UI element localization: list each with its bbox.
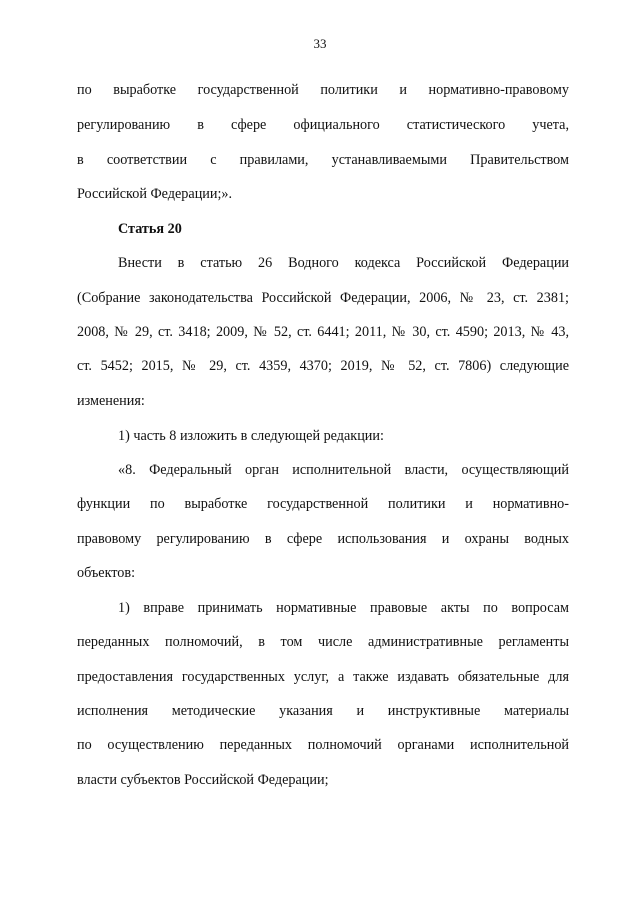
body-line: регулированию в сфере официального статистического учета, [77,117,569,133]
body-line: функции по выработке государственной политики и нормативно- [77,496,569,512]
body-line: 1) вправе принимать нормативные правовые акты по вопросам [118,600,569,616]
body-line: по выработке государственной политики и нормативно-правовому [77,82,569,98]
body-line: Внести в статью 26 Водного кодекса Российской Федерации [118,255,569,271]
body-line: (Собрание законодательства Российской Федерации, 2006, № 23, ст. 2381; [77,290,569,306]
body-line: ст. 5452; 2015, № 29, ст. 4359, 4370; 2019, № 52, ст. 7806) следующие [77,358,569,374]
body-line: переданных полномочий, в том числе административные регламенты [77,634,569,650]
body-line: объектов: [77,565,136,581]
body-line: «8. Федеральный орган исполнительной власти, осуществляющий [118,462,569,478]
body-line: по осуществлению переданных полномочий органами исполнительной [77,737,569,753]
body-line: предоставления государственных услуг, а также издавать обязательные для [77,669,569,685]
body-line: 1) часть 8 изложить в следующей редакции: [118,428,384,444]
body-line: правовому регулированию в сфере использования и охраны водных [77,531,569,547]
body-line: в соответствии с правилами, устанавливаемыми Правительством [77,152,569,168]
body-line: 2008, № 29, ст. 3418; 2009, № 52, ст. 6441; 2011, № 30, ст. 4590; 2013, № 43, [77,324,569,340]
body-line: Российской Федерации;». [77,186,233,202]
body-line: изменения: [77,393,145,409]
article-heading: Статья 20 [118,221,182,237]
body-line: исполнения методические указания и инструктивные материалы [77,703,569,719]
page-number: 33 [313,36,327,51]
body-line: власти субъектов Российской Федерации; [77,772,329,788]
